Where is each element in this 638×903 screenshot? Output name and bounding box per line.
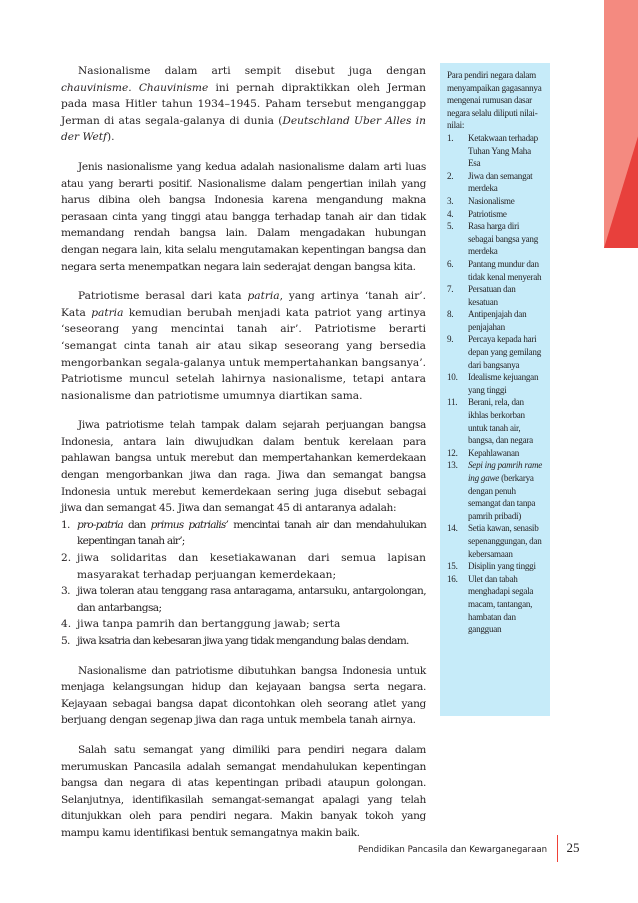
- p3-text-b: , yang artinya ‘tanah air’. Kata: [61, 290, 426, 319]
- p3-term-patria: patria: [247, 290, 280, 303]
- p1-text-c: ).: [106, 131, 115, 144]
- nilai-item: [447, 132, 545, 170]
- nilai-number: 5.: [447, 221, 454, 232]
- nilai-number: 3.: [447, 195, 454, 206]
- nilai-item: [447, 371, 545, 396]
- p1-text-a: Nasionalisme dalam arti sempit disebut juga dengan: [78, 65, 426, 77]
- term-primus-patrialis: primus patrialis’: [150, 518, 229, 531]
- nilai-number: 11.: [447, 397, 458, 408]
- info-sidebox: [440, 63, 550, 716]
- nilai-number: 6.: [447, 258, 454, 269]
- nilai-number: 16.: [447, 573, 458, 584]
- nilai-list: [447, 132, 545, 636]
- p1-text-b: ini pernah dipraktikkan oleh Jerman pada masa Hitler tahun 1934–1945. Paham tersebut menganggap Jerman di atas segala-galanya di dunia (: [61, 81, 426, 127]
- nilai-text: Ketakwaan terhadap Tuhan Yang Maha Esa: [468, 132, 538, 169]
- nilai-text: Pantang mundur dan tidak kenal menyerah: [468, 258, 542, 282]
- list-text: jiwa solidaritas dan kesetiakawanan dari semua lapisan masyarakat terhadap perjuangan kemerdekaan;: [77, 552, 426, 581]
- paragraph-jiwa-patriotisme: Jiwa patriotisme telah tampak dalam sejarah perjuangan bangsa Indonesia, antara lain diwujudkan dalam bentuk kerelaan para pahlawan bangsa untuk merebut dan mempertahankan kemerdekaan dengan mengorbankan jiwa dan raga. Jiwa dan semangat bangsa Indonesia untuk merebut kemerdekaan sering juga disebut sebagai jiwa dan semangat 45. Jiwa dan semangat 45 di antaranya adalah:: [61, 419, 426, 515]
- nilai-item: [447, 447, 545, 460]
- p3-term-patria-2: patria: [91, 306, 124, 319]
- paragraph-nasionalisme-luas: Jenis nasionalisme yang kedua adalah nasionalisme dalam arti luas atau yang berarti positif. Nasionalisme dalam pengertian inilah yang harus dibina oleh bangsa Indonesia karena mengandung makna perasaan cinta yang tinggi atau bangga terhadap tanah air dan tidak memandang rendah bangsa lain. Dalam mengadakan hubungan dengan negara lain, kita selalu mengutamakan kepentingan bangsa dan negara serta menempatkan negara lain sederajat dengan bangsa kita.: [61, 160, 426, 273]
- nilai-item: [447, 170, 545, 195]
- page-number: 25: [566, 840, 580, 855]
- nilai-item: [447, 308, 545, 333]
- list-text: mencintai tanah air dan mendahulukan kepentingan tanah air’;: [77, 518, 426, 548]
- nilai-text: Jiwa dan semangat merdeka: [468, 170, 533, 194]
- nilai-item: [447, 258, 545, 283]
- list-item: [61, 550, 426, 583]
- nilai-text: Kepahlawanan: [468, 447, 520, 458]
- paragraph-kebutuhan: Nasionalisme dan patriotisme dibutuhkan bangsa Indonesia untuk menjaga kelangsungan hidup dan kejayaan bangsa serta negara. Kejayaan sebagai bangsa dapat dicontohkan oleh seorang atlet yang berjuang dengan segenap jiwa dan raga untuk membela tanah airnya.: [61, 664, 426, 727]
- paragraph-patriotisme: [61, 288, 426, 404]
- semangat-45-list: [61, 517, 426, 650]
- nilai-text: Ulet dan tabah menghadapi segala macam, tantangan, hambatan dan gangguan: [468, 573, 534, 635]
- nilai-text: Percaya kepada hari depan yang gemilang dari bangsanya: [468, 334, 542, 370]
- paragraph-pendiri-negara: Salah satu semangat yang dimiliki para pendiri negara dalam merumuskan Pancasila adalah semangat mendahulukan kepentingan bangsa dan negara di atas kepentingan pribadi ataupun golongan. Selanjutnya, identifikasilah semangat-semangat apalagi yang telah ditunjukkan oleh para pendiri negara. Makin banyak tokoh yang mampu kamu identifikasi bentuk semangatnya makin baik.: [61, 743, 426, 839]
- nilai-number: 15.: [447, 561, 458, 572]
- list-number: 3.: [61, 585, 70, 598]
- list-text: jiwa ksatria dan kebesaran jiwa yang tidak mengandung balas dendam.: [77, 635, 409, 647]
- nilai-item: [447, 522, 545, 560]
- main-text-column: [61, 63, 426, 855]
- nilai-item: [447, 333, 545, 371]
- nilai-text: Antipenjajah dan penjajahan: [468, 309, 527, 332]
- nilai-number: 14.: [447, 523, 458, 534]
- nilai-text: Berani, rela, dan ikhlas berkorban untuk tanah air, bangsa, dan negara: [468, 397, 533, 446]
- p1-term-chauvinisme: chauvinisme.: [61, 81, 132, 94]
- term-sepi-ing-pamrih: Sepi ing pamrih rame ing gawe: [468, 460, 543, 483]
- p1-term-deutschland: Deutschland Uber Alles in der Wetf: [61, 114, 426, 144]
- list-text: dan: [122, 518, 151, 531]
- nilai-number: 12.: [447, 447, 458, 458]
- list-text: jiwa toleran atau tenggang rasa antaragama, antarsuku, antargolongan, dan antarbangsa;: [77, 585, 426, 614]
- nilai-number: 13.: [447, 460, 458, 471]
- nilai-item: [447, 459, 545, 522]
- nilai-text: Disiplin yang tinggi: [468, 561, 536, 572]
- nilai-number: 8.: [447, 309, 454, 320]
- list-item: [61, 616, 426, 633]
- nilai-text: Nasionalisme: [468, 195, 515, 206]
- nilai-number: 4.: [447, 208, 454, 219]
- nilai-text: Idealisme kejuangan yang tinggi: [468, 372, 539, 395]
- decorative-corner: [604, 0, 638, 248]
- footer-divider: [557, 835, 558, 862]
- p1-term-chauvinisme-2: Chauvinisme: [138, 81, 209, 94]
- term-pro-patria: pro-patria: [77, 518, 123, 531]
- list-item: [61, 517, 426, 550]
- nilai-item: [447, 560, 545, 573]
- list-number: 4.: [61, 618, 72, 631]
- nilai-text: Rasa harga diri sebagai bangsa yang merdeka: [468, 221, 538, 257]
- nilai-item: [447, 208, 545, 221]
- nilai-item: [447, 283, 545, 308]
- list-item: [61, 633, 426, 650]
- p3-text-c: kemudian berubah menjadi kata patriot yang artinya ‘seseorang yang mencintai tanah air’. Patriotisme berarti ‘semangat cinta tanah air atau sikap seseorang yang bersedia mengorbankan segala-galanya untuk mempertahankan bangsanya’. Patriotisme muncul setelah lahirnya nasionalisme, tetapi antara nasionalisme dan patriotisme umumnya diartikan sama.: [61, 306, 426, 402]
- paragraph-chauvinisme: [61, 63, 426, 146]
- nilai-text: Patriotisme: [468, 208, 507, 219]
- footer-book-title: Pendidikan Pancasila dan Kewarganegaraan: [358, 845, 548, 855]
- nilai-text: Persatuan dan kesatuan: [468, 284, 516, 307]
- nilai-item: [447, 573, 545, 636]
- nilai-number: 1.: [447, 132, 454, 143]
- nilai-number: 10.: [447, 372, 458, 383]
- nilai-text: Setia kawan, senasib sepenanggungan, dan kebersamaan: [468, 523, 542, 559]
- nilai-item: [447, 220, 545, 258]
- nilai-text: (berkarya dengan penuh semangat dan tanpa pamrih pribadi): [468, 473, 536, 521]
- nilai-number: 7.: [447, 284, 454, 295]
- list-number: 2.: [61, 552, 72, 565]
- list-text: jiwa tanpa pamrih dan bertanggung jawab; serta: [77, 618, 341, 631]
- nilai-item: [447, 195, 545, 208]
- p3-text-a: Patriotisme berasal dari kata: [78, 290, 248, 303]
- nilai-number: 2.: [447, 170, 454, 181]
- sidebox-intro: Para pendiri negara dalam menyampaikan gagasannya mengenai rumusan dasar negara selalu diliputi nilai-nilai:: [447, 70, 542, 131]
- nilai-item: [447, 396, 545, 446]
- list-number: 5.: [61, 635, 70, 647]
- list-number: 1.: [61, 518, 70, 531]
- nilai-number: 9.: [447, 334, 454, 345]
- list-item: [61, 583, 426, 616]
